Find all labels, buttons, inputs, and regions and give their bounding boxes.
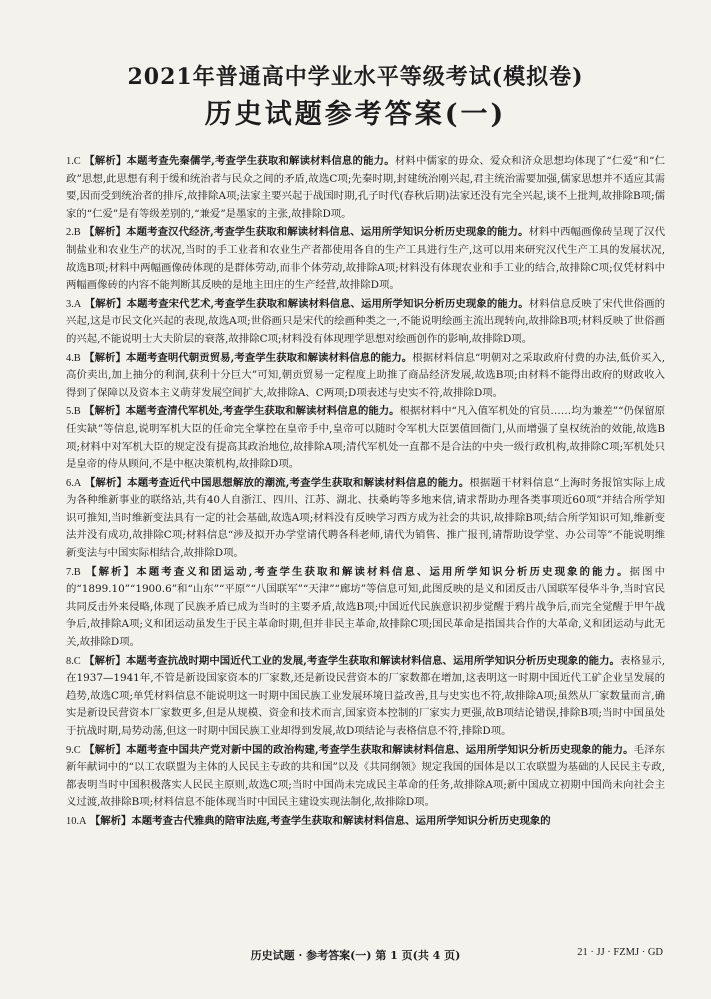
answer-item [66,564,665,652]
analysis-body: 表格显示,在1937—1941年,不管是新设国家资本的厂家数,还是新设民营资本的厂家数都在增加,这表明这一时期中国近代工矿企业呈发展的趋势,故选C项;单凭材料信息不能说明这一时期中国民族工业发展环境日益改善,且与史实也不符,故排除A项;虽然从厂家数量而言,确实是新设民营资本厂家数更多,但是从规模、资金和技术而言,国家资本控制的厂家实力更强,故B项结论错误,排除B项;当时中国虽处于抗战时期,局势动荡,但这一时期中国民族工业却得到发展,故D项结论与表格信息不符,排除D项。 [66,654,665,737]
analysis-focus: 本题考查明代朝贡贸易,考查学生获取和解读材料信息的能力。 [126,351,413,364]
question-number: 1. [66,156,74,167]
analysis-tag: 【解析】 [84,476,128,489]
analysis-focus: 本题考查宋代艺术,考查学生获取和解读材料信息、运用所学知识分析历史现象的能力。 [126,297,529,310]
analysis-focus: 本题考查近代中国思想解放的潮流,考查学生获取和解读材料信息的能力。 [127,476,470,489]
analysis-tag: 【解析】 [84,351,126,364]
analysis-tag: 【解析】 [84,226,127,239]
analysis-body: 毛泽东新年献词中的“以工农联盟为主体的人民民主专政的共和国”以及《共同纲领》规定我国的国体是以工农联盟为基础的人民民主专政,都表明当时中国积极落实人民民主原则,故选C项;当时中国尚未完成民主革命的任务,故排除A项;新中国成立初期中国尚未向社会主义过渡,故排除B项;材料信息不能体现当时中国民主建设实现法制化,故排除D项。 [66,743,666,809]
question-number: 4. [66,352,74,364]
question-number: 5. [66,406,74,418]
answer-letter: C [73,744,81,756]
analysis-body: 根据题干材料信息“上海时务报馆实际上成为各种维新事业的联络站,共有40人自浙江、四川、江苏、湖北、扶桑屿等多地来信,请求帮助办理各类事项近60项”并结合所学知识可推知,当时维新变法具有一定的社会基础,故选A项;材料没有反映学习西方成为社会的共识,故排除B项;结合所学知识可知,维新变法并没有成功,故排除C项;材料信息“涉及拟开办学堂请代聘各科老师,请代为销售、推广报刊,请帮助设学堂、办公司等”不能说明维新变法与中国实际相结合,故排除D项。 [66,476,666,560]
answer-item [66,742,665,812]
question-number: 10. [66,815,79,827]
answer-item [66,296,665,349]
analysis-tag: 【解析】 [84,743,127,756]
answer-letter: A [79,815,87,827]
question-number: 2. [66,227,74,239]
question-number: 7. [66,566,74,578]
analysis-tag: 【解析】 [84,654,126,667]
answer-list [66,153,665,832]
analysis-tag: 【解析】 [89,814,132,827]
analysis-focus: 本题考查清代军机处,考查学生获取和解读材料信息的能力。 [125,405,400,418]
answer-item [66,813,665,831]
answer-item [66,224,665,294]
answer-letter: C [73,156,81,167]
analysis-body: 材料中西幅画像砖呈现了汉代制盐业和农业生产的状况,当时的手工业者和农业生产者都使用各自的生产工具进行生产,这可以用来研究汉代生产工具的发展状况,故选B项;材料中两幅画像砖体现的是群体劳动,而非个体劳动,故排除A项;材料没有体现农业和手工业的结合,故排除C项;仅凭材料中两幅画像砖的内容不能判断其反映的是地主田庄的生产经营,故排除D项。 [66,226,666,292]
answer-letter: B [73,566,81,578]
analysis-tag: 【解析】 [84,405,126,418]
analysis-body: 材料中儒家的毋众、爱众和济众思想均体现了“仁爱”和“仁政”思想,此思想有利于缓和统治者与民众之间的矛盾,故选C项;先秦时期,封建统治刚兴起,君主统治需要加强,儒家思想并不适应其需要,因而受到统治者的排斥,故排除A项;法家主要兴起于战国时期,孔子时代(春秋后期)法家还没有完全兴起,谈不上批判,故排除B项;儒家的“仁爱”是有等级差别的,“兼爱”是墨家的主张,故排除D项。 [66,155,665,220]
analysis-body: 材料信息反映了宋代世俗画的兴起,这是市民文化兴起的表现,故选A项;世俗画只是宋代的绘画种类之一,不能说明绘画主流出现转向,故排除B项;材料反映了世俗画的兴起,不能说明士大夫阶层的衰落,故排除C项;材料没有体现理学思想对绘画创作的影响,故排除D项。 [66,297,666,345]
answer-letter: A [73,477,82,489]
analysis-tag: 【解析】 [84,155,127,167]
answer-item [66,153,665,223]
answer-item [66,350,665,403]
analysis-focus: 本题考查先秦儒学,考查学生获取和解读材料信息的能力。 [126,155,395,167]
analysis-focus: 本题考查义和团运动,考查学生获取和解读材料信息、运用所学知识分析历史现象的能力。 [136,565,630,578]
answer-letter: B [73,227,81,239]
analysis-focus: 本题考查中国共产党对新中国的政治构建,考查学生获取和解读材料信息、运用所学知识分析历史现象的能力。 [126,743,634,756]
question-number: 3. [66,298,74,310]
answer-key-title: 历史试题参考答案(一) [204,99,507,130]
answer-item [66,653,665,741]
analysis-focus: 本题考查古代雅典的陪审法庭,考查学生获取和解读材料信息、运用所学知识分析历史现象的 [131,814,551,827]
answer-letter: B [73,352,81,364]
analysis-focus: 本题考查汉代经济,考查学生获取和解读材料信息、运用所学知识分析历史现象的能力。 [126,226,529,239]
footer-page-info: 历史试题 · 参考答案(一) 第 1 页(共 4 页) [250,949,461,962]
analysis-tag: 【解析】 [86,565,137,578]
answer-letter: C [73,655,81,667]
question-number: 6. [66,477,74,489]
analysis-body: 根据材料中“凡入值军机处的官员……均为兼差”“仍保留原任实缺”等信息,说明军机大臣的任命完全掌控在皇帝手中,皇帝可以随时令军机大臣罢值回衙门,从而增强了皇权统治的效能,故选B项;材料中对军机大臣的规定没有提高其政治地位,故排除A项;清代军机处一直都不是合法的中央一级行政机构,故排除C项;军机处只是皇帝的侍从顾问,不是中枢决策机构,故排除D项。 [66,405,665,471]
answer-item [66,475,665,563]
analysis-focus: 本题考查抗战时期中国近代工业的发展,考查学生获取和解读材料信息、运用所学知识分析历史现象的能力。 [125,654,620,667]
exam-title: 2021年普通高中学业水平等级考试(模拟卷) [127,64,584,90]
question-number: 9. [66,744,74,756]
footer-code: 21 · JJ · FZMJ · GD [577,947,663,958]
analysis-body: 据图中的“1899.10”“1900.6”和“山东”“平原”“八国联军”“天津”“廊坊”等信息可知,此图反映的是义和团反击八国联军侵华斗争,当时官民共同反击外来侵略,体现了民族矛盾已成为当时的主要矛盾,故选B项;中国近代民族意识初步觉醒于鸦片战争后,而完全觉醒于甲午战争后,故排除A项;义和团运动虽发生于民主革命时期,但并非民主革命,故排除C项;国民革命是指国共合作的大革命,义和团运动与此无关,故排除D项。 [66,565,666,649]
answer-item [66,403,665,473]
answer-letter: A [73,298,82,310]
question-number: 8. [66,655,74,667]
analysis-tag: 【解析】 [84,297,127,310]
answer-letter: B [73,406,81,418]
analysis-body: 根据材料信息“明朝对之采取政府付费的办法,低价买入,高价卖出,加上抽分的利润,获利十分巨大”可知,朝贡贸易一定程度上助推了商品经济发展,故选B项;由材料不能得出政府的财政收入得到了保障以及资本主义萌芽发展空间扩大,故排除A、C两项;D项表述与史实不符,故排除D项。 [66,351,666,399]
